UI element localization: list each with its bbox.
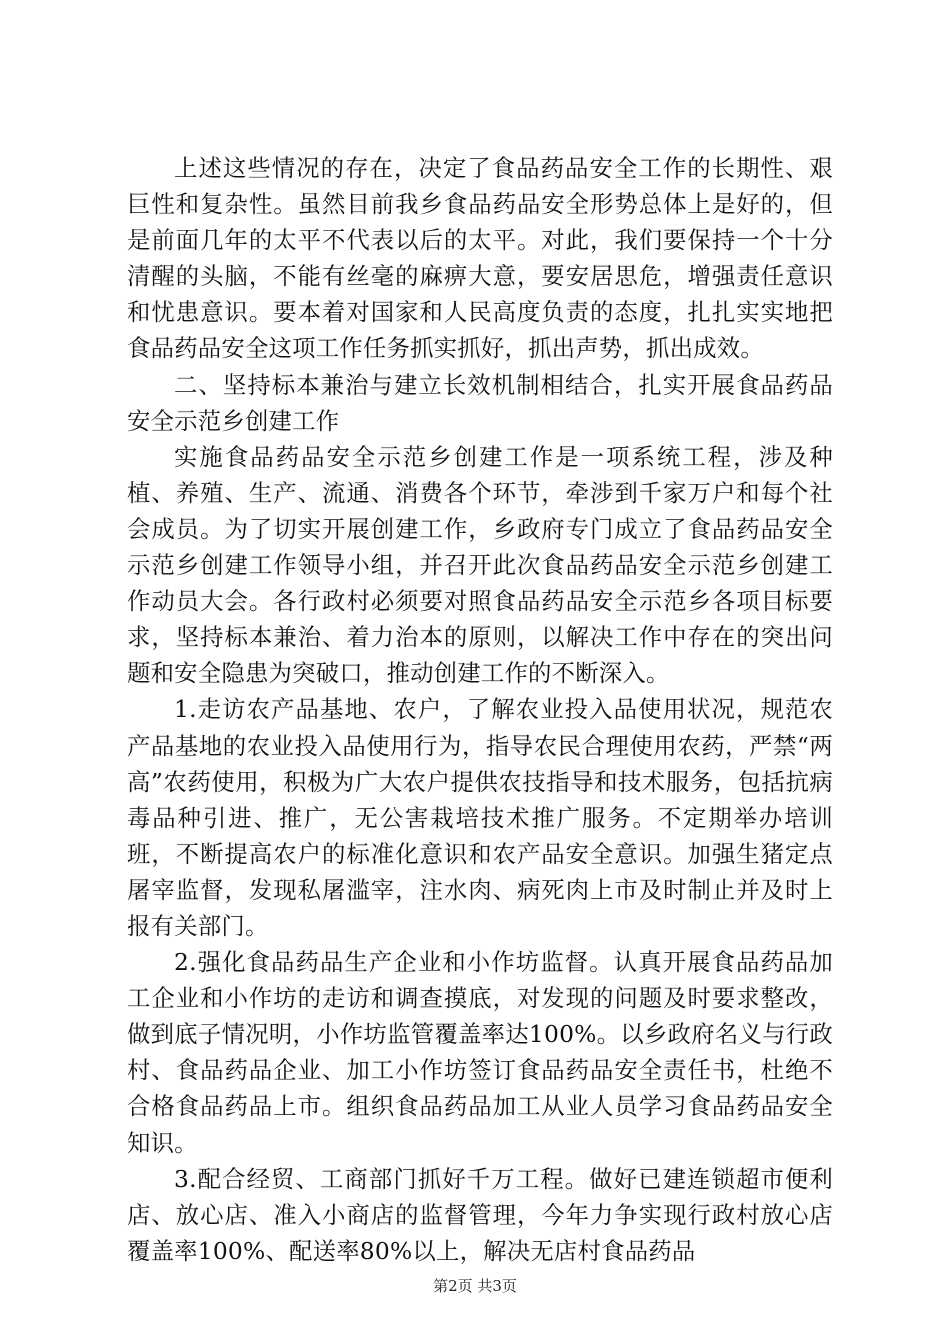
list-item-2: 2.强化食品药品生产企业和小作坊监督。认真开展食品药品加工企业和小作坊的走访和调查摸底，对发现的问题及时要求整改，做到底子情况明，小作坊监管覆盖率达100%。以乡政府名义与行政村、食品药品企业、加工小作坊签订食品药品安全责任书，杜绝不合格食品药品上市。组织食品药品加工从业人员学习食品药品安全知识。	[127, 948, 833, 1157]
list-item-1: 1.走访农产品基地、农户，了解农业投入品使用状况，规范农产品基地的农业投入品使用行为，指导农民合理使用农药，严禁“两高”农药使用，积极为广大农户提供农技指导和技术服务，包括抗病毒品种引进、推广，无公害栽培技术推广服务。不定期举办培训班，不断提高农户的标准化意识和农产品安全意识。加强生猪定点屠宰监督，发现私屠滥宰，注水肉、病死肉上市及时制止并及时上报有关部门。	[127, 695, 833, 940]
section-heading-two: 二、坚持标本兼治与建立长效机制相结合，扎实开展食品药品安全示范乡创建工作	[127, 370, 833, 435]
paragraph-situation-summary: 上述这些情况的存在，决定了食品药品安全工作的长期性、艰巨性和复杂性。虽然目前我乡食品药品安全形势总体上是好的，但是前面几年的太平不代表以后的太平。对此，我们要保持一个十分清醒的头脑，不能有丝毫的麻痹大意，要安居思危，增强责任意识和忧患意识。要本着对国家和人民高度负责的态度，扎扎实实地把食品药品安全这项工作任务抓实抓好，抓出声势，抓出成效。	[127, 154, 833, 363]
page-footer: 第2页 共3页	[433, 1277, 517, 1295]
document-body	[127, 150, 833, 1269]
paragraph-creation-work: 实施食品药品安全示范乡创建工作是一项系统工程，涉及种植、养殖、生产、流通、消费各个环节，牵涉到千家万户和每个社会成员。为了切实开展创建工作，乡政府专门成立了食品药品安全示范乡创建工作领导小组，并召开此次食品药品安全示范乡创建工作动员大会。各行政村必须要对照食品药品安全示范乡各项目标要求，坚持标本兼治、着力治本的原则，以解决工作中存在的突出问题和安全隐患为突破口，推动创建工作的不断深入。	[127, 442, 833, 688]
list-item-3: 3.配合经贸、工商部门抓好千万工程。做好已建连锁超市便利店、放心店、准入小商店的监督管理，今年力争实现行政村放心店覆盖率100%、配送率80%以上，解决无店村食品药品	[127, 1164, 833, 1265]
